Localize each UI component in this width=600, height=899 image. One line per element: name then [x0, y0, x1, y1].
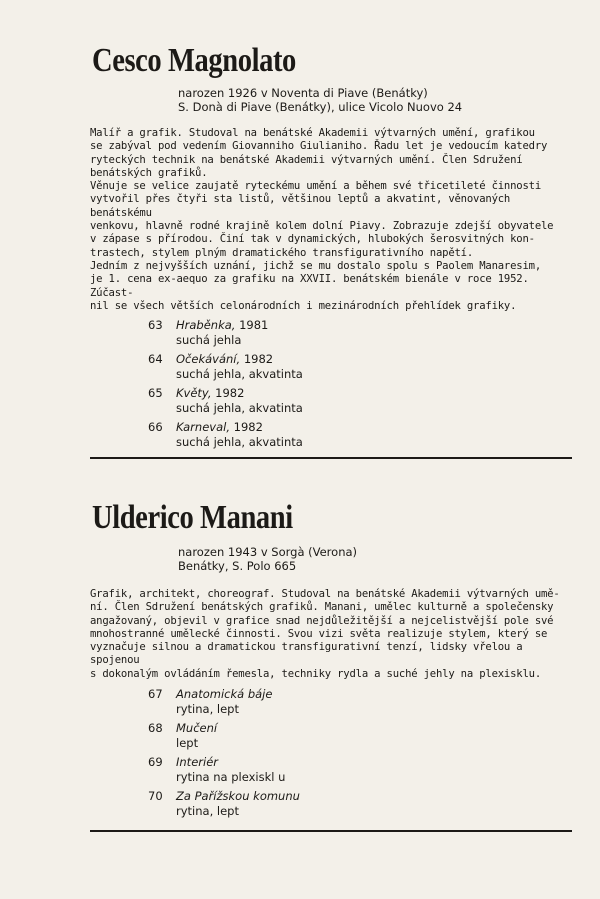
work-technique: suchá jehla, akvatinta — [176, 367, 303, 381]
work-number: 63 — [148, 318, 163, 332]
artist-description — [90, 588, 570, 681]
work-technique: lept — [176, 736, 199, 750]
work-number: 67 — [148, 687, 163, 701]
work-number: 70 — [148, 789, 163, 803]
work-title: Hraběnka, 1981 — [176, 318, 269, 332]
work-number: 66 — [148, 420, 163, 434]
work-title: Očekávání, 1982 — [176, 352, 274, 366]
work-technique: rytina na plexiskl u — [176, 770, 286, 784]
artist-bio — [178, 545, 357, 573]
work-technique: suchá jehla, akvatinta — [176, 435, 303, 449]
work-title: Anatomická báje — [176, 687, 273, 701]
paragraph: Věnuje se velice zaujatě ryteckému umění a během své třicetileté činnosti vytvořil přes čtyři sta listů, většinou leptů a akvatint, věnovaných benátskému venkovu, hlavně rodné krajině kolem dolní Piavy. Zobrazuje zdejší obyvatele v zápase s přírodou. Činí tak v dynamických, hlubokých šerosvitných kon- trastech, stylem plným dramatického transfigurativního napětí. — [90, 180, 554, 259]
paragraph: Jedním z nejvyšších uznání, jichž se mu dostalo spolu s Paolem Manaresim, je 1. cena ex-aequo za grafiku na XXVII. benátském bienále v roce 1952. Zúčast- nil se všech větších celonárodních i mezinárodních přehlídek grafiky. — [90, 259, 541, 312]
work-title: Interiér — [176, 755, 218, 769]
work-title: Mučení — [176, 721, 218, 735]
work-number: 68 — [148, 721, 163, 735]
work-number: 65 — [148, 386, 163, 400]
work-number: 64 — [148, 352, 163, 366]
work-title: Květy, 1982 — [176, 386, 245, 400]
paragraph: Malíř a grafik. Studoval na benátské Akademii výtvarných umění, grafikou se zabýval pod vedením Giovanniho Giulianiho. Řadu let je vedoucím katedry ryteckých technik na benátské Akademii výtvarných umění. Člen Sdružení benátských grafiků. — [90, 127, 548, 179]
address-line: S. Donà di Piave (Benátky), ulice Vicolo Nuovo 24 — [178, 100, 463, 114]
work-technique: rytina, lept — [176, 804, 239, 818]
artist-description — [90, 127, 570, 313]
section-divider — [90, 830, 572, 832]
section-divider — [90, 457, 572, 459]
address-line: Benátky, S. Polo 665 — [178, 559, 297, 573]
artist-name: Ulderico Manani — [92, 499, 293, 536]
work-technique: suchá jehla, akvatinta — [176, 401, 303, 415]
work-technique: suchá jehla — [176, 333, 242, 347]
birth-line: narozen 1943 v Sorgà (Verona) — [178, 545, 358, 559]
birth-line: narozen 1926 v Noventa di Piave (Benátky) — [178, 86, 428, 100]
artist-bio — [178, 86, 462, 114]
artist-name: Cesco Magnolato — [92, 42, 296, 79]
work-title: Za Pařížskou komunu — [176, 789, 300, 803]
paragraph: Grafik, architekt, choreograf. Studoval na benátské Akademii výtvarných umě- ní. Člen Sdružení benátských grafiků. Manani, umělec kulturně a společensky angažovaný, objevil v grafice snad nejdůležitější a nejcelistvější pole své mnohostranné umělecké činnosti. Svou vizi světa realizuje stylem, který se vyznačuje silnou a dramatickou transfigurativní tenzí, lidsky vřelou a spojenou s dokonalým ovládáním řemesla, techniky rydla a suché jehly na plexisklu. — [90, 588, 560, 680]
work-technique: rytina, lept — [176, 702, 239, 716]
work-number: 69 — [148, 755, 163, 769]
work-title: Karneval, 1982 — [176, 420, 263, 434]
